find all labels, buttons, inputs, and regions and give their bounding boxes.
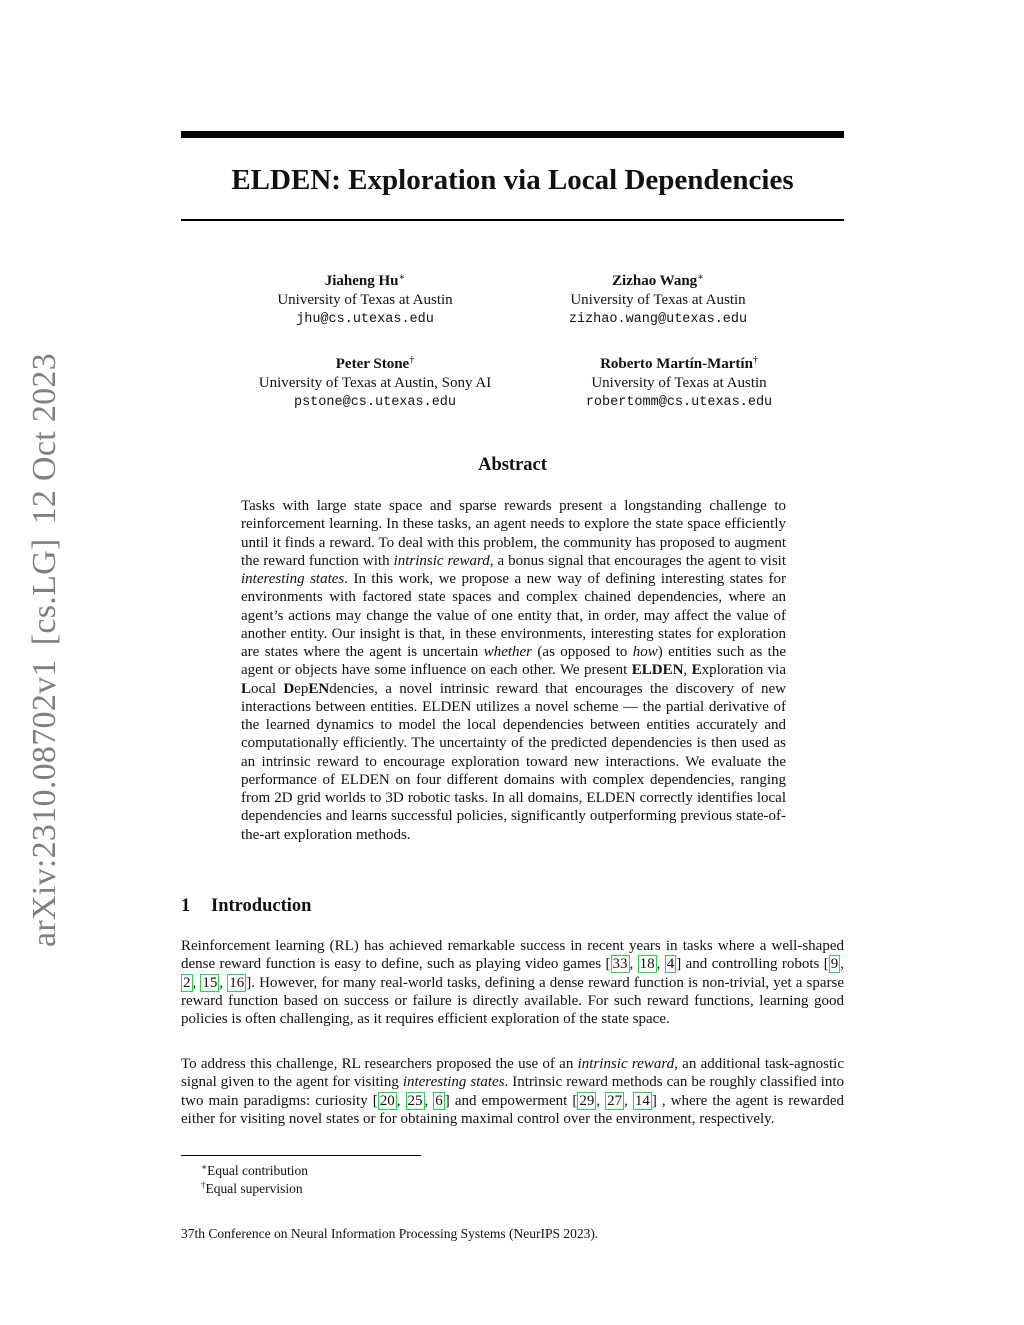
citation-separator: , [656,956,665,973]
arxiv-date: 12 Oct 2023 [26,352,63,525]
abstract-bold: ELDEN [631,662,684,679]
abstract-text: ep [294,680,309,697]
abstract-text: ocal [251,680,284,697]
citation-separator: , [192,974,201,991]
abstract-bold: D [283,680,295,697]
citation-link[interactable]: 2 [183,974,191,991]
paragraph-text: ] , where the agent is rewarded either for visiting novel states or for obtaining maximal control over the environment, respectively. [181,1092,845,1127]
citation-link[interactable]: 4 [666,956,675,973]
footnote-text: Equal supervision [205,1181,303,1196]
intro-paragraph-1 [181,937,844,1028]
footnote-rule [181,1155,421,1156]
author-affiliation: University of Texas at Austin [277,292,453,308]
paragraph-text: ] and controlling robots [ [676,956,829,973]
citation-link[interactable]: 18 [639,956,655,973]
paragraph-emphasis: interesting states [402,1074,505,1091]
abstract-text: xploration via [701,662,787,679]
abstract-body [241,497,786,844]
author-name: Jiaheng Hu [324,273,399,289]
author-affiliation: University of Texas at Austin [591,375,767,391]
abstract-text: , [683,662,692,679]
author-mark: † [409,355,415,366]
abstract-bold: EN [308,680,330,697]
author-email[interactable]: zizhao.wang@utexas.edu [568,312,748,327]
footnote-2 [201,1177,303,1197]
author-affiliation: University of Texas at Austin [570,292,746,308]
citation-link[interactable]: 14 [634,1092,650,1109]
footnote-1 [201,1159,308,1179]
abstract-emphasis: intrinsic reward [393,552,490,569]
citation-link[interactable]: 16 [229,974,245,991]
author-affiliation: University of Texas at Austin, Sony AI [258,375,492,391]
paragraph-text: ] and empowerment [ [444,1092,578,1109]
citation-link[interactable]: 15 [202,974,218,991]
section-title: Introduction [211,896,312,916]
section-heading-introduction [181,894,311,918]
abstract-bold: E [691,662,702,679]
author-block-2 [478,268,838,329]
author-name: Zizhao Wang [612,273,698,289]
author-email[interactable]: robertomm@cs.utexas.edu [585,395,773,410]
abstract-heading: Abstract [478,455,547,475]
paragraph-text: ]. However, for many real-world tasks, defining a dense reward function is non-trivial, yet a sparse reward function based on success or failure is directly available. For such reward functions, learning good policies is often challenging, as it requires efficient exploration of the state space. [181,974,844,1027]
citation-link[interactable]: 29 [579,1092,595,1109]
citation-separator: , [840,956,845,973]
footnote-text: Equal contribution [207,1163,308,1178]
section-number: 1 [181,896,191,916]
abstract-emphasis: how [632,644,658,660]
abstract-bold: L [241,680,252,697]
abstract-text: . In this work, we propose a new way of defining interesting states for environments with factored state spaces and complex chained dependencies, where an agent’s actions may change the value of one entity that, in order, may affect the value of another entity. Our insight is that, in these environments, interesting states for exploration are states where the agent is uncertain [241,571,786,660]
abstract-text: Tasks with large state space and sparse rewards present a longstanding challenge to reinforcement learning. In these tasks, an agent needs to explore the state space efficiently until it finds a reward. To deal with this problem, the community has proposed to augment the reward function with [241,498,786,569]
author-mark: † [752,355,758,366]
author-email[interactable]: pstone@cs.utexas.edu [293,395,457,410]
citation-link[interactable]: 9 [830,956,839,973]
citation-link[interactable]: 20 [379,1092,395,1109]
abstract-emphasis: whether [483,644,533,660]
author-mark: ∗ [398,272,406,283]
citation-link[interactable]: 25 [407,1092,423,1109]
citation-separator: , [424,1092,434,1109]
paragraph-text: , an additional task-agnostic signal given to the agent for visiting [181,1056,845,1091]
citation-link[interactable]: 27 [607,1092,623,1109]
footnote-mark: ∗ [201,1162,208,1172]
abstract-emphasis: interesting states [241,571,345,587]
abstract-text: (as opposed to [532,644,633,660]
author-name: Peter Stone [335,356,410,372]
author-block-4 [499,351,859,412]
citation-separator: , [629,956,638,973]
intro-paragraph-2 [181,1055,844,1128]
abstract-text: ) entities such as the agent or objects have some influence on each other. We present [241,644,787,679]
title-rule-top [181,131,844,138]
venue-note: 37th Conference on Neural Information Processing Systems (NeurIPS 2023). [181,1226,599,1241]
paragraph-text: . Intrinsic reward methods can be roughly classified into two main paradigms: curiosity [ [181,1074,844,1109]
paragraph-emphasis: intrinsic reward [577,1056,675,1072]
citation-link[interactable]: 6 [435,1092,443,1109]
footnote-mark: † [201,1180,206,1190]
arxiv-stamp-container [20,352,70,948]
author-email[interactable]: jhu@cs.utexas.edu [296,312,434,327]
title-rule-bottom [181,219,844,221]
abstract-text: dencies, a novel intrinsic reward that encourages the discovery of new interactions between entities. ELDEN utilizes a novel scheme — the partial derivative of the learned dynamics to model the local dependencies between entities accurately and computationally efficiently. The uncertainty of the predicted dependencies is then used as an intrinsic reward to encourage exploration toward new interactions. We evaluate the performance of ELDEN on four different domains with complex dependencies, ranging from 2D grid worlds to 3D robotic tasks. In all domains, ELDEN correctly identifies local dependencies and learns successful policies, significantly outperforming previous state-of-the-art exploration methods. [241,680,787,843]
arxiv-id: arXiv:2310.08702v1 [26,659,63,948]
citation-separator: , [219,974,228,991]
author-mark: ∗ [697,272,704,283]
paper-title: ELDEN: Exploration via Local Dependencies [231,164,794,196]
abstract-text: , a bonus signal that encourages the agent to visit [489,552,786,569]
arxiv-category: [cs.LG] [26,538,63,646]
citation-link[interactable]: 33 [612,956,628,973]
arxiv-stamp [26,353,64,947]
citation-separator: , [596,1092,606,1109]
paragraph-text: Reinforcement learning (RL) has achieved remarkable success in recent years in tasks where a well-shaped dense reward function is easy to define, such as playing video games [ [181,938,844,973]
paragraph-text: To address this challenge, RL researchers proposed the use of an [181,1056,578,1072]
citation-separator: , [396,1092,406,1109]
citation-separator: , [624,1092,633,1109]
author-name: Roberto Martín-Martín [600,356,753,372]
